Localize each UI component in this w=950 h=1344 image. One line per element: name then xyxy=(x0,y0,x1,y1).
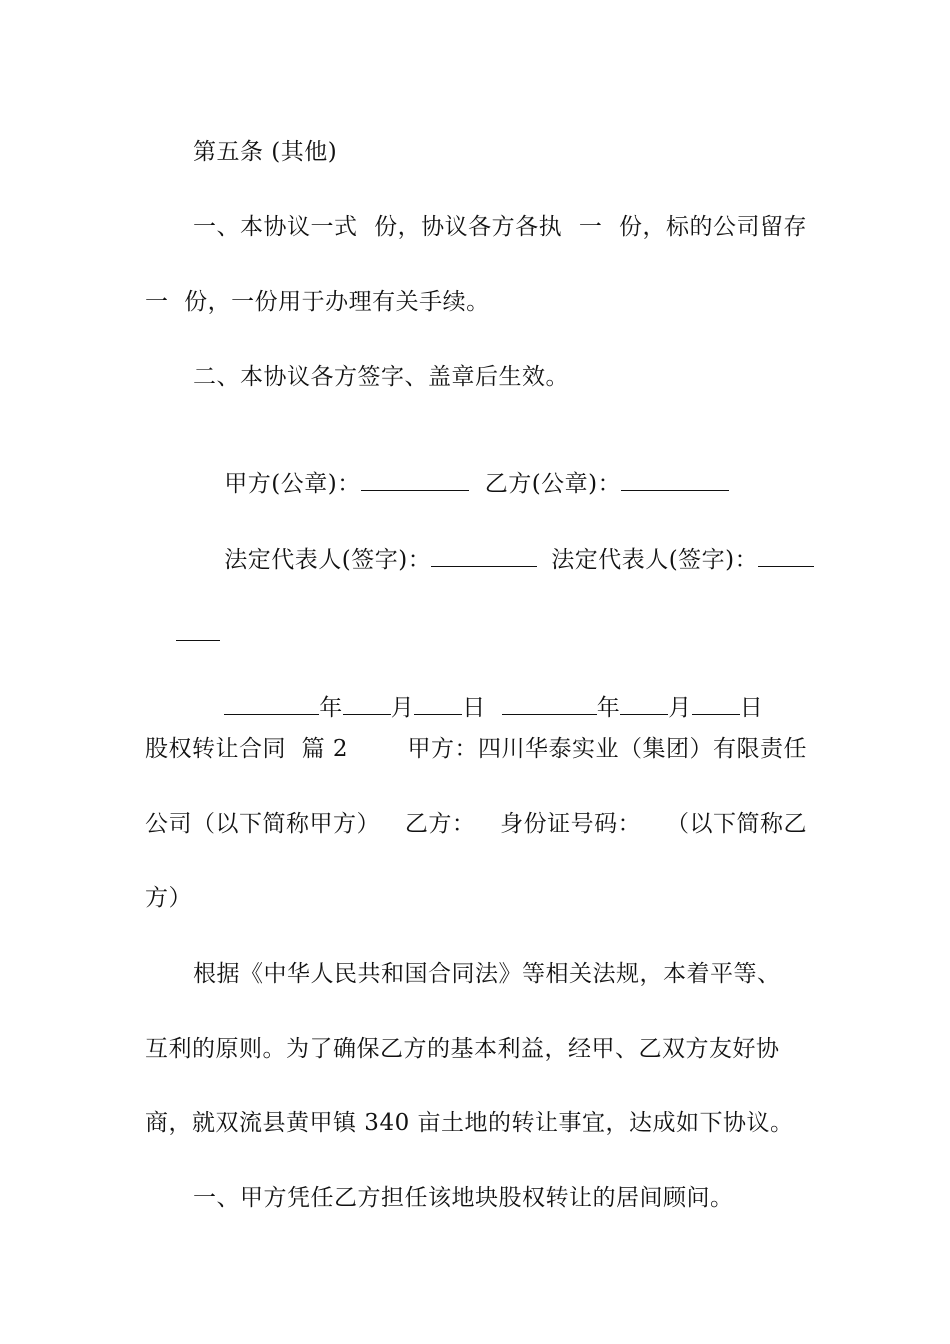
date-a-month: 月 xyxy=(390,695,415,721)
paragraph-1-line-2: 一 份，一份用于办理有关手续。 xyxy=(145,289,490,315)
contract-2-party-a: 甲方：四川华泰实业（集团）有限责任 xyxy=(407,736,807,762)
party-a-seal-blank xyxy=(361,466,469,491)
contract-2-party-a-abbrev: 公司（以下简称甲方） xyxy=(145,811,380,837)
seal-line xyxy=(193,434,807,497)
date-b-day: 日 xyxy=(739,695,764,721)
rep-b-blank xyxy=(758,542,814,567)
date-b-year-blank xyxy=(502,690,597,715)
date-line xyxy=(193,658,807,721)
date-b-month-blank xyxy=(620,690,668,715)
date-b-year: 年 xyxy=(596,695,621,721)
paragraph-1-line-1 xyxy=(193,211,807,243)
p1-text-c: 一 xyxy=(578,214,603,240)
contract-2-party-b-label: 乙方： xyxy=(404,811,476,837)
representative-line xyxy=(193,510,807,573)
party-a-seal-label: 甲方(公章)： xyxy=(224,471,361,497)
contract-2-line-1 xyxy=(145,733,807,765)
p1-text-a: 一、本协议一式 xyxy=(193,214,358,240)
party-b-seal-blank xyxy=(621,466,729,491)
clause-1: 一、甲方凭任乙方担任该地块股权转让的居间顾问。 xyxy=(193,1185,734,1211)
contract-2-id-number-label: 身份证号码： xyxy=(500,811,642,837)
contract-2-title: 股权转让合同 篇 2 xyxy=(145,736,349,762)
paragraph-2: 二、本协议各方签字、盖章后生效。 xyxy=(193,364,569,390)
rep-b-blank-continued xyxy=(176,616,220,641)
rep-b-label: 法定代表人(签字)： xyxy=(551,547,759,573)
basis-paragraph-line-2: 互利的原则。为了确保乙方的基本利益，经甲、乙双方友好协 xyxy=(145,1036,780,1062)
date-a-year-blank xyxy=(224,690,319,715)
contract-2-line-3: 方） xyxy=(145,885,192,911)
date-b-month: 月 xyxy=(668,695,692,721)
date-a-year: 年 xyxy=(319,695,343,721)
representative-line-continued xyxy=(145,584,807,616)
basis-paragraph-line-3: 商，就双流县黄甲镇 340 亩土地的转让事宜，达成如下协议。 xyxy=(145,1110,794,1136)
contract-2-line-2 xyxy=(145,808,807,840)
date-b-day-blank xyxy=(692,690,740,715)
p1-text-b: 份，协议各方各执 xyxy=(374,214,563,240)
date-a-day-blank xyxy=(414,690,462,715)
rep-a-blank xyxy=(431,542,537,567)
p1-text-d: 份，标的公司留存 xyxy=(618,214,807,240)
party-b-seal-label: 乙方(公章)： xyxy=(484,471,622,497)
rep-a-label: 法定代表人(签字)： xyxy=(224,547,432,573)
date-a-day: 日 xyxy=(462,695,486,721)
contract-2-party-b-abbrev: （以下简称乙 xyxy=(665,811,807,837)
basis-paragraph-line-1: 根据《中华人民共和国合同法》等相关法规，本着平等、 xyxy=(193,961,781,987)
date-a-month-blank xyxy=(343,690,391,715)
article5-heading: 第五条 (其他) xyxy=(193,139,338,165)
